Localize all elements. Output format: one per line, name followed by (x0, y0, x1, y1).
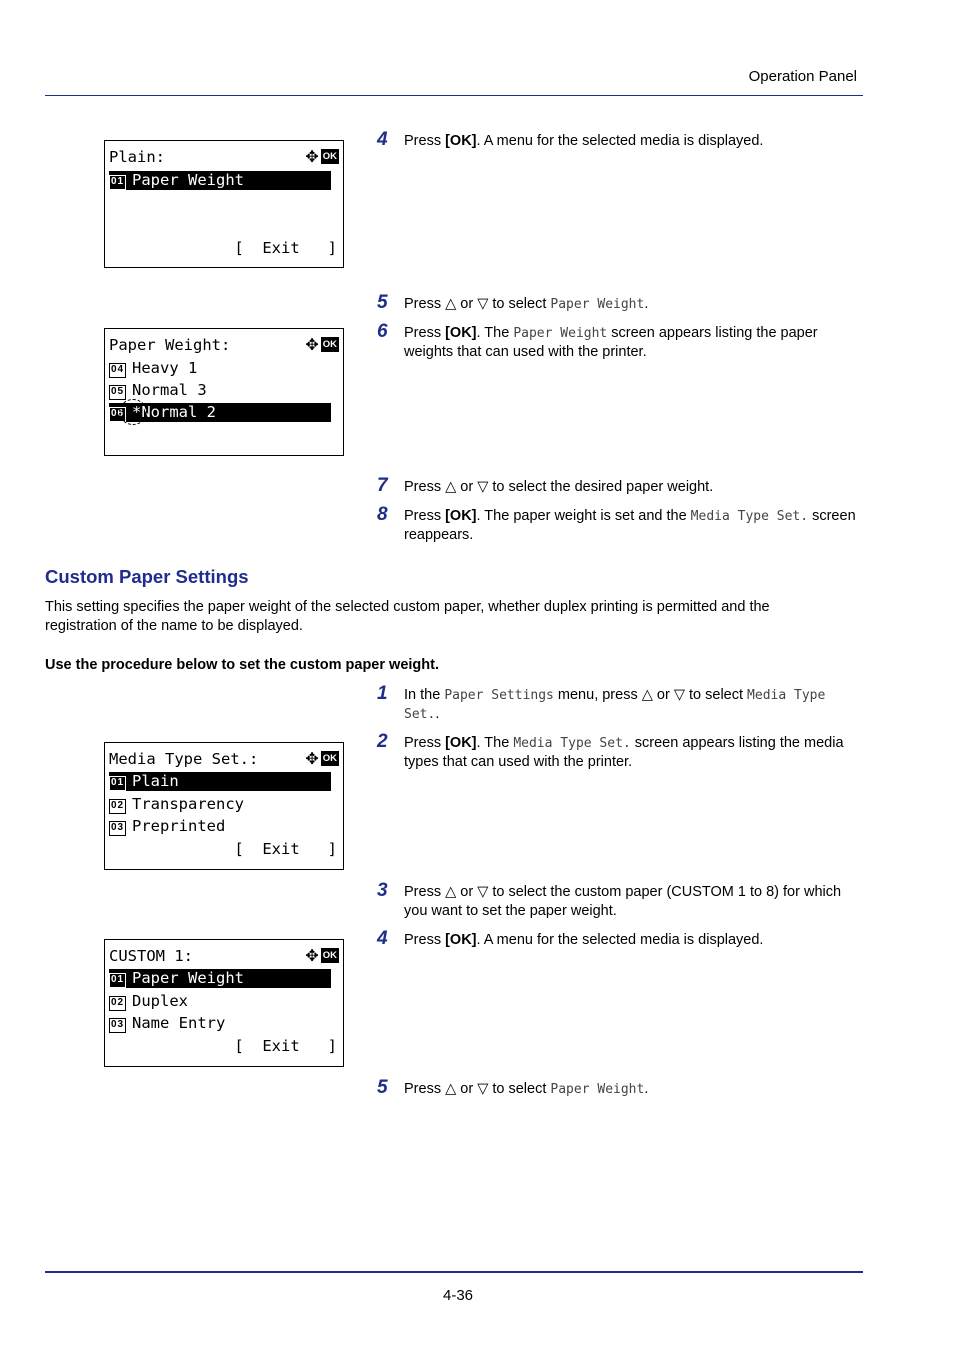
item-number: 05 (109, 385, 126, 400)
item-number: 01 (109, 776, 126, 791)
cross-arrows-icon: ✥ (305, 335, 319, 354)
item-number: 04 (109, 363, 126, 378)
step-b2 (377, 731, 863, 772)
cross-arrows-icon: ✥ (305, 946, 319, 965)
step-text: . (435, 706, 440, 722)
menu-code: Paper Weight (550, 1082, 645, 1097)
cross-arrows-icon: ✥ (305, 147, 319, 166)
lcd-row[interactable] (109, 817, 225, 836)
header-rule (45, 95, 863, 96)
ok-icon: OK (322, 339, 337, 350)
menu-code: Paper Weight (513, 326, 608, 341)
item-number: 02 (109, 996, 126, 1011)
lcd-title: Plain: (109, 148, 165, 166)
step-text: . A menu for the selected media is displayed. (476, 932, 764, 948)
step-a8 (377, 504, 863, 545)
menu-code: Media Type Set. (690, 509, 809, 524)
step-text: Press △ or ▽ to select (404, 1081, 551, 1097)
step-number: 8 (377, 504, 388, 525)
step-b5 (377, 1077, 863, 1099)
lcd-plain (104, 140, 344, 268)
item-label: Preprinted (132, 817, 226, 835)
lcd-media-type-set (104, 742, 344, 870)
step-text: Press (404, 133, 446, 149)
menu-code: Media Type Set. (513, 736, 631, 751)
lcd-row-selected[interactable] (109, 969, 331, 988)
lcd-row[interactable] (109, 1014, 225, 1033)
lcd-row-selected[interactable] (109, 171, 331, 190)
lcd-paper-weight (104, 328, 344, 456)
step-number: 7 (377, 475, 388, 496)
step-b4 (377, 928, 863, 950)
exit-softkey[interactable]: [ Exit ] (234, 840, 337, 858)
ok-key-label: [OK] (445, 735, 477, 751)
item-number: 01 (109, 973, 126, 988)
menu-code: Paper Weight (550, 297, 645, 312)
step-b1 (377, 683, 863, 724)
step-text: . A menu for the selected media is displayed. (476, 133, 764, 149)
step-text: In the (404, 687, 445, 703)
navigation-ok-icon (305, 149, 339, 164)
item-label: Paper Weight (132, 171, 244, 189)
step-text: Press (404, 325, 446, 341)
step-number: 2 (377, 731, 388, 752)
step-text: Press △ or ▽ to select the custom paper (CUSTOM 1 to 8) for which you want to set the paper weight. (404, 884, 842, 919)
step-number: 5 (377, 292, 388, 313)
lcd-row[interactable] (109, 381, 207, 400)
step-text: Press (404, 932, 446, 948)
step-number: 1 (377, 683, 388, 704)
step-number: 3 (377, 880, 388, 901)
step-text: . (644, 296, 649, 312)
item-label: Duplex (132, 992, 188, 1010)
exit-softkey[interactable]: [ Exit ] (234, 1037, 337, 1055)
step-text: . The paper weight is set and the (476, 508, 691, 524)
step-text: Press △ or ▽ to select the desired paper weight. (404, 479, 714, 495)
step-text: screen appears listing the media types that can used with the printer. (404, 735, 844, 770)
exit-softkey[interactable]: [ Exit ] (234, 239, 337, 257)
cross-arrows-icon: ✥ (305, 749, 319, 768)
item-label: Plain (132, 772, 179, 790)
step-text: . (644, 1081, 649, 1097)
current-setting-marker (119, 399, 147, 425)
step-number: 4 (377, 129, 388, 150)
step-number: 6 (377, 321, 388, 342)
menu-code: Media Type Set. (404, 688, 826, 722)
header-title: Operation Panel (748, 68, 857, 85)
lcd-custom-1 (104, 939, 344, 1067)
ok-icon: OK (322, 753, 337, 764)
ok-icon: OK (322, 950, 337, 961)
footer-rule (45, 1271, 863, 1273)
step-a7 (377, 475, 863, 497)
step-text: . The (476, 735, 514, 751)
item-label: Heavy 1 (132, 359, 198, 377)
ok-key-label: [OK] (445, 932, 477, 948)
navigation-ok-icon (305, 751, 339, 766)
item-number: 03 (109, 1018, 126, 1033)
step-text: Press (404, 735, 446, 751)
item-number: 03 (109, 821, 126, 836)
step-text: screen reappears. (404, 508, 856, 543)
step-text: screen appears listing the paper weights that can used with the printer. (404, 325, 818, 360)
section-heading: Custom Paper Settings (45, 566, 249, 587)
item-label: Normal 3 (132, 381, 207, 399)
lcd-row[interactable] (109, 795, 244, 814)
ok-key-label: [OK] (445, 133, 477, 149)
step-text: menu, press △ or ▽ to select (553, 687, 748, 703)
lcd-row[interactable] (109, 992, 188, 1011)
procedure-heading: Use the procedure below to set the custom paper weight. (45, 657, 439, 673)
lcd-title: CUSTOM 1: (109, 947, 193, 965)
step-a6 (377, 321, 863, 362)
item-label: Name Entry (132, 1014, 226, 1032)
step-b3 (377, 880, 863, 921)
step-text: . The (476, 325, 514, 341)
navigation-ok-icon (305, 948, 339, 963)
ok-key-label: [OK] (445, 508, 477, 524)
lcd-row-selected[interactable] (109, 772, 331, 791)
lcd-title: Media Type Set.: (109, 750, 259, 768)
step-text: Press (404, 508, 446, 524)
step-text: Press △ or ▽ to select (404, 296, 551, 312)
lcd-row[interactable] (109, 359, 197, 378)
ok-key-label: [OK] (445, 325, 477, 341)
item-label: Transparency (132, 795, 244, 813)
navigation-ok-icon (305, 337, 339, 352)
step-number: 4 (377, 928, 388, 949)
item-label: Paper Weight (132, 969, 244, 987)
item-number: 01 (109, 175, 126, 190)
menu-code: Paper Settings (444, 688, 554, 703)
section-description: This setting specifies the paper weight of the selected custom paper, whether duplex printing is permitted and the registration of the name to be displayed. (45, 599, 770, 634)
lcd-title: Paper Weight: (109, 336, 231, 354)
step-a5 (377, 292, 863, 314)
ok-icon: OK (322, 151, 337, 162)
item-number: 06 (109, 407, 126, 422)
step-number: 5 (377, 1077, 388, 1098)
item-number: 02 (109, 799, 126, 814)
step-a4 (377, 129, 863, 151)
item-label: *Normal 2 (132, 403, 216, 421)
page-number: 4-36 (442, 1287, 474, 1304)
